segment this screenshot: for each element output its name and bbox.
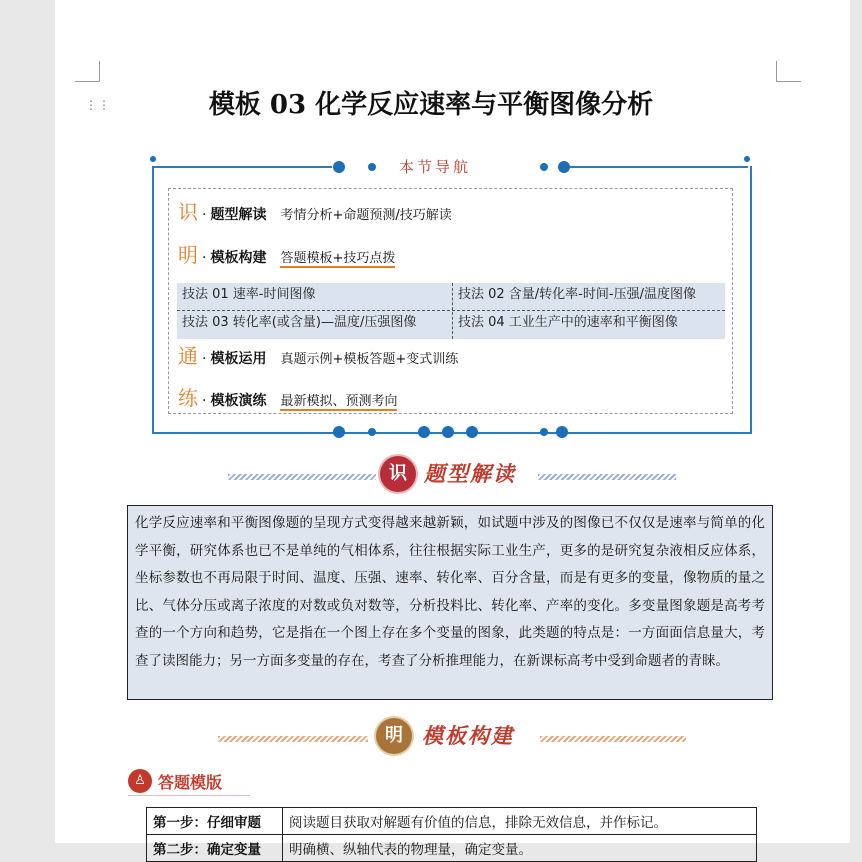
- nav-corner-dot: [150, 156, 156, 162]
- step-head: 第一步：仔细审题: [147, 808, 283, 835]
- section-title: 题型解读: [424, 461, 516, 486]
- step-body: 明确横、纵轴代表的物理量，确定变量。: [283, 835, 757, 862]
- banner-stripe: [538, 474, 676, 480]
- nav-dot: [442, 426, 454, 438]
- page-title: 模板 03 化学反应速率与平衡图像分析: [208, 90, 654, 120]
- nav-row-ming[interactable]: 明 · 模板构建 答题模板+技巧点拨: [178, 239, 395, 268]
- nav-row-char: 通: [178, 344, 198, 368]
- nav-dot: [540, 428, 548, 436]
- banner-stripe: [218, 736, 368, 742]
- step-body: 阅读题目获取对解题有价值的信息，排除无效信息，并作标记。: [283, 808, 757, 835]
- nav-dot: [333, 426, 345, 438]
- step-head: 第二步：确定变量: [147, 835, 283, 862]
- nav-dot: [368, 163, 376, 171]
- nav-dot: [556, 426, 568, 438]
- skill-item[interactable]: 技法 01 速率-时间图像: [182, 287, 316, 302]
- nav-dot: [540, 163, 548, 171]
- nav-row-label: 题型解读: [210, 207, 267, 223]
- tag-label: 答题模版: [158, 772, 223, 792]
- intro-paragraph: 化学反应速率和平衡图像题的呈现方式变得越来越新颖，如试题中涉及的图像已不仅仅是速率与简单的化学平衡，研究体系也已不是单纯的气相体系，往往根据实际工业生产，更多的是研究复杂液相反应体系，坐标参数也不再局限于时间、温度、压强、速率、转化率、百分含量，而是有更多的变量，像物质的量之比、气体分压或离子浓度的对数或负对数等，分析投料比、转化率、产率的变化。多变量图象题是高考考查的一个方向和趋势，它是指在一个图上存在多个变量的图象，此类题的特点是：一方面面信息量大，考查了读图能力；另一方面多变量的存在，考查了分析推理能力，在新课标高考中受到命题者的青睐。: [127, 505, 773, 700]
- skill-item[interactable]: 技法 02 含量/转化率-时间-压强/温度图像: [458, 287, 696, 302]
- skills-divider: [452, 283, 453, 339]
- nav-title: 本节导航: [380, 156, 490, 177]
- nav-row-char: 练: [178, 386, 198, 410]
- nav-row-label: 模板演练: [210, 393, 267, 409]
- nav-row-shi[interactable]: 识 · 题型解读 考情分析+命题预测/技巧解读: [178, 196, 452, 225]
- nav-row-char: 识: [178, 200, 198, 224]
- answer-template-tag: [128, 769, 222, 793]
- nav-dot: [418, 426, 430, 438]
- nav-row-char: 明: [178, 243, 198, 267]
- nav-row-desc: 考情分析+命题预测/技巧解读: [280, 208, 452, 223]
- table-row: [147, 835, 757, 862]
- nav-row-tong[interactable]: 通 · 模板运用 真题示例+模板答题+变式训练: [178, 340, 458, 369]
- nav-border-line: [152, 166, 332, 168]
- margin-corner-mark: [776, 61, 801, 82]
- drag-handle-icon[interactable]: ⋮⋮: [85, 98, 111, 112]
- tag-underline: [128, 795, 250, 796]
- seal-icon: 识: [380, 456, 416, 492]
- nav-dot: [333, 161, 345, 173]
- nav-row-desc: 答题模板+技巧点拨: [280, 247, 395, 268]
- nav-dot: [558, 161, 570, 173]
- nav-row-desc: 最新模拟、预测考向: [280, 390, 397, 411]
- nav-border-line: [568, 166, 748, 168]
- section-title: 模板构建: [422, 723, 514, 748]
- flask-icon: ♙: [128, 769, 152, 793]
- banner-stripe: [228, 474, 376, 480]
- margin-corner-mark: [75, 61, 100, 82]
- nav-dot: [466, 426, 478, 438]
- seal-icon: 明: [376, 718, 412, 754]
- nav-row-lian[interactable]: 练 · 模板演练 最新模拟、预测考向: [178, 382, 397, 411]
- skill-item[interactable]: 技法 03 转化率(或含量)—温度/压强图像: [182, 315, 417, 330]
- banner-stripe: [540, 736, 686, 742]
- nav-row-label: 模板运用: [210, 351, 267, 367]
- nav-dot: [368, 428, 376, 436]
- nav-corner-dot: [744, 156, 750, 162]
- table-row: [147, 808, 757, 835]
- nav-row-desc: 真题示例+模板答题+变式训练: [280, 352, 459, 367]
- skill-item[interactable]: 技法 04 工业生产中的速率和平衡图像: [458, 315, 678, 330]
- steps-table: [146, 807, 757, 862]
- nav-row-label: 模板构建: [210, 250, 267, 266]
